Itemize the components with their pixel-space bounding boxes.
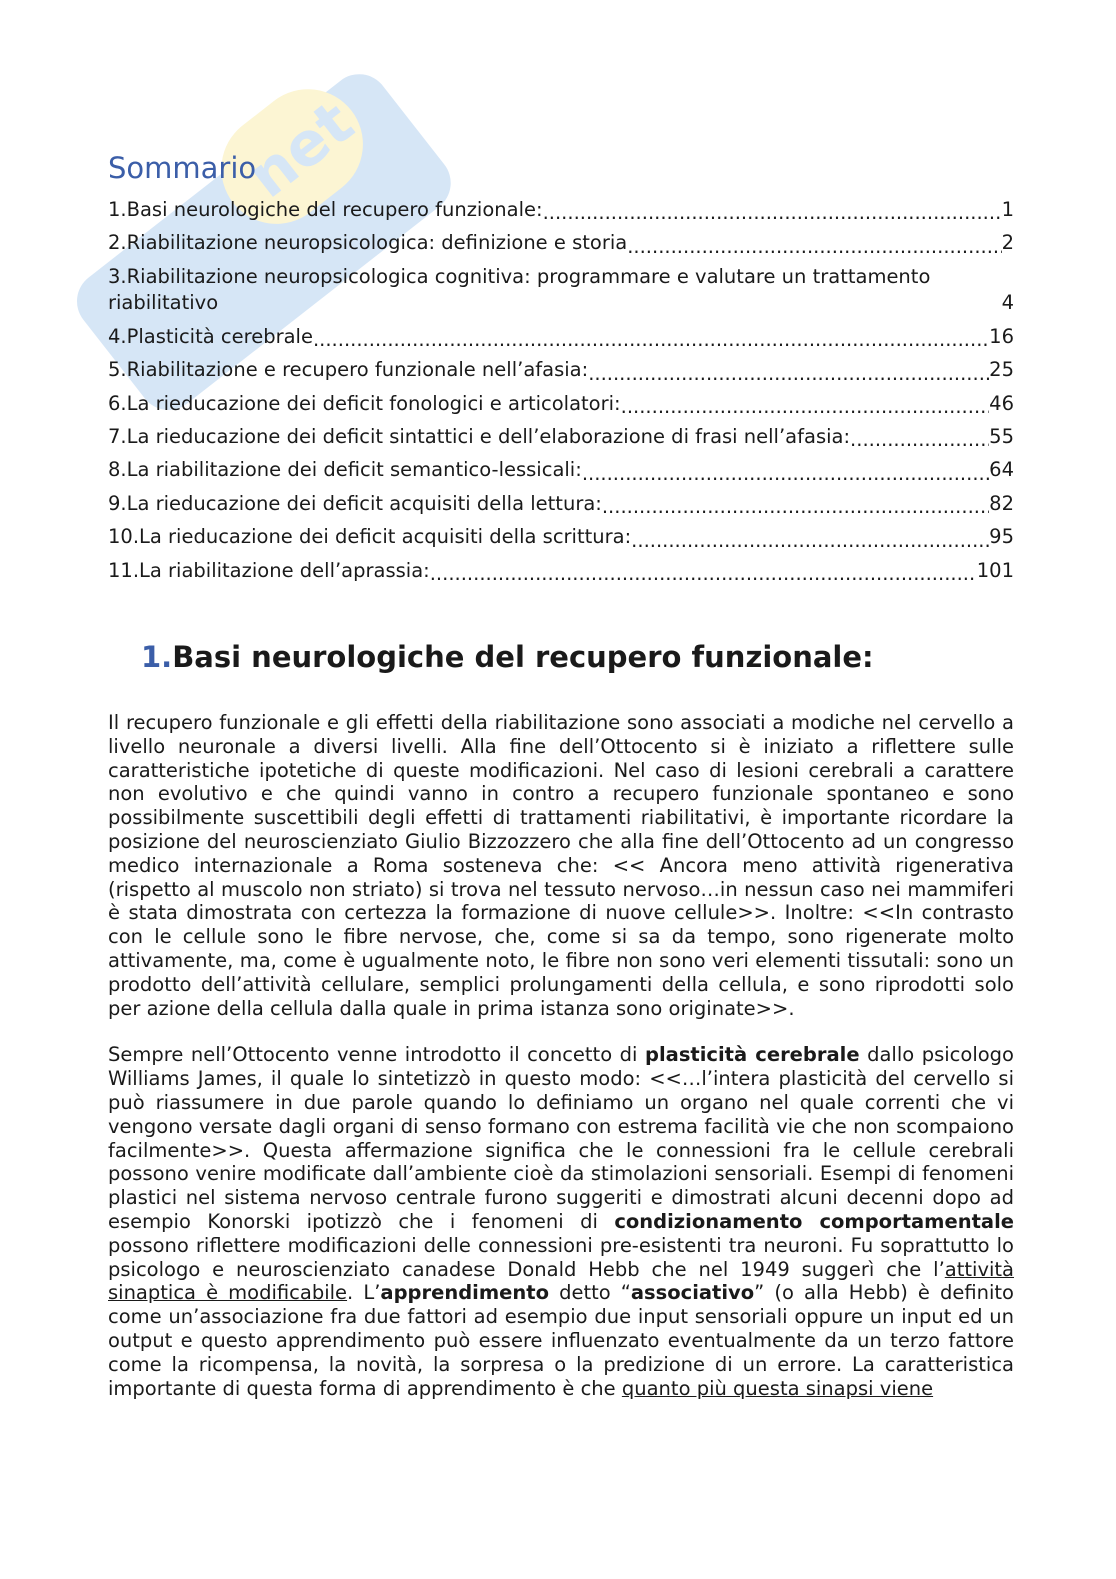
toc-entry[interactable]: 1.Basi neurologiche del recupero funzionale: ..... 1 [108, 193, 1014, 226]
watermark-logo-text: net [235, 87, 367, 212]
section-heading [141, 639, 1014, 675]
paragraph-2: Sempre nell’Ottocento venne introdotto il concetto di plasticità cerebrale dallo psicologo Williams James, il quale lo sintetizzò in questo modo: <<…l’intera plasticità del cervello si può riassumere in due parole quando lo definiamo un organo nel quale correnti che vi vengono versate dagli organi di senso formano con estrema facilità vie che non scompaiono facilmente>>. Questa affermazione significa che le connessioni fra le cellule cerebrali possono venire modificate dall’ambiente cioè da stimolazioni sensoriali. Esempi di fenomeni plastici nel sistema nervoso centrale furono suggeriti e dimostrati alcuni decenni dopo ad esempio Konorski ipotizzò che i fenomeni di condizionamento comportamentale possono riflettere modificazioni delle connessioni pre-esistenti tra neuroni. Fu soprattutto lo psicologo e neuroscienziato canadese Donald Hebb che nel 1949 suggerì che l’attività sinaptica è modificabile. L’apprendimento detto “associativo” (o alla Hebb) è definito come un’associazione fra due fattori ad esempio due input sensoriali oppure un input ed un output e questo apprendimento può essere influenzato eventualmente da un terzo fattore come la ricompensa, la novità, la sorpresa o la predizione di un errore. La caratteristica importante di questa forma di apprendimento è che quanto più questa sinapsi viene [108, 1043, 1014, 1400]
toc-entry[interactable]: 6.La rieducazione dei deficit fonologici e articolatori: ..... 46 [108, 387, 1014, 420]
paragraph-1: Il recupero funzionale e gli effetti della riabilitazione sono associati a modiche nel cervello a livello neuronale a diversi livelli. Alla fine dell’Ottocento si è iniziato a riflettere sulle caratteristiche ipotetiche di queste modificazioni. Nel caso di lesioni cerebrali a carattere non evolutivo e che quindi vanno in contro a recupero funzionale spontaneo e sono possibilmente suscettibili degli effetti di trattamenti riabilitativi, è importante ricordare la posizione del neuroscienziato Giulio Bizzozzero che alla fine dell’Ottocento ad un congresso medico internazionale a Roma sosteneva che: << Ancora meno attività rigenerativa (rispetto al muscolo non striato) si trova nel tessuto nervoso…in nessun caso nei mammiferi è stata dimostrata con certezza la formazione di nuove cellule>>. Inoltre: <<In contrasto con le cellule sono le fibre nervose, che, come si sa da tempo, sono rigenerate molto attivamente, ma, come è ugualmente noto, le fibre non sono veri elementi tissutali: sono un prodotto dell’attività cellulare, semplici prolungamenti della cellula, e sono riprodotti solo per azione della cellula dalla quale in prima istanza sono originate>>. [108, 711, 1014, 1020]
toc-entry[interactable]: 4.Plasticità cerebrale ..... 16 [108, 320, 1014, 353]
section-number: 1. [141, 640, 173, 675]
toc-title: Sommario [108, 151, 257, 185]
underlined-phrase: attività sinaptica è modificabile [108, 1257, 1014, 1305]
toc-entry[interactable]: 10.La rieducazione dei deficit acquisiti della scrittura: ..... 95 [108, 520, 1014, 553]
table-of-contents [108, 193, 1014, 587]
document-page [108, 150, 1014, 1423]
toc-entry[interactable]: 5.Riabilitazione e recupero funzionale nell’afasia: ..... 25 [108, 353, 1014, 386]
underlined-phrase: quanto più questa sinapsi viene [621, 1376, 934, 1400]
section-title: Basi neurologiche del recupero funzionale: [172, 640, 874, 675]
toc-entry[interactable]: 11.La riabilitazione dell’aprassia: ..... 101 [108, 554, 1014, 587]
toc-entry[interactable]: 3.Riabilitazione neuropsicologica cognitiva: programmare e valutare un trattamento riabilitativo 4 [108, 264, 1014, 314]
toc-entry[interactable]: 9.La rieducazione dei deficit acquisiti della lettura: ..... 82 [108, 487, 1014, 520]
toc-entry[interactable]: 8.La riabilitazione dei deficit semantico-lessicali: ..... 64 [108, 453, 1014, 486]
toc-entry[interactable]: 2.Riabilitazione neuropsicologica: definizione e storia ..... 2 [108, 226, 1014, 259]
toc-entry[interactable]: 7.La rieducazione dei deficit sintattici e dell’elaborazione di frasi nell’afasia: ..... 55 [108, 420, 1014, 453]
